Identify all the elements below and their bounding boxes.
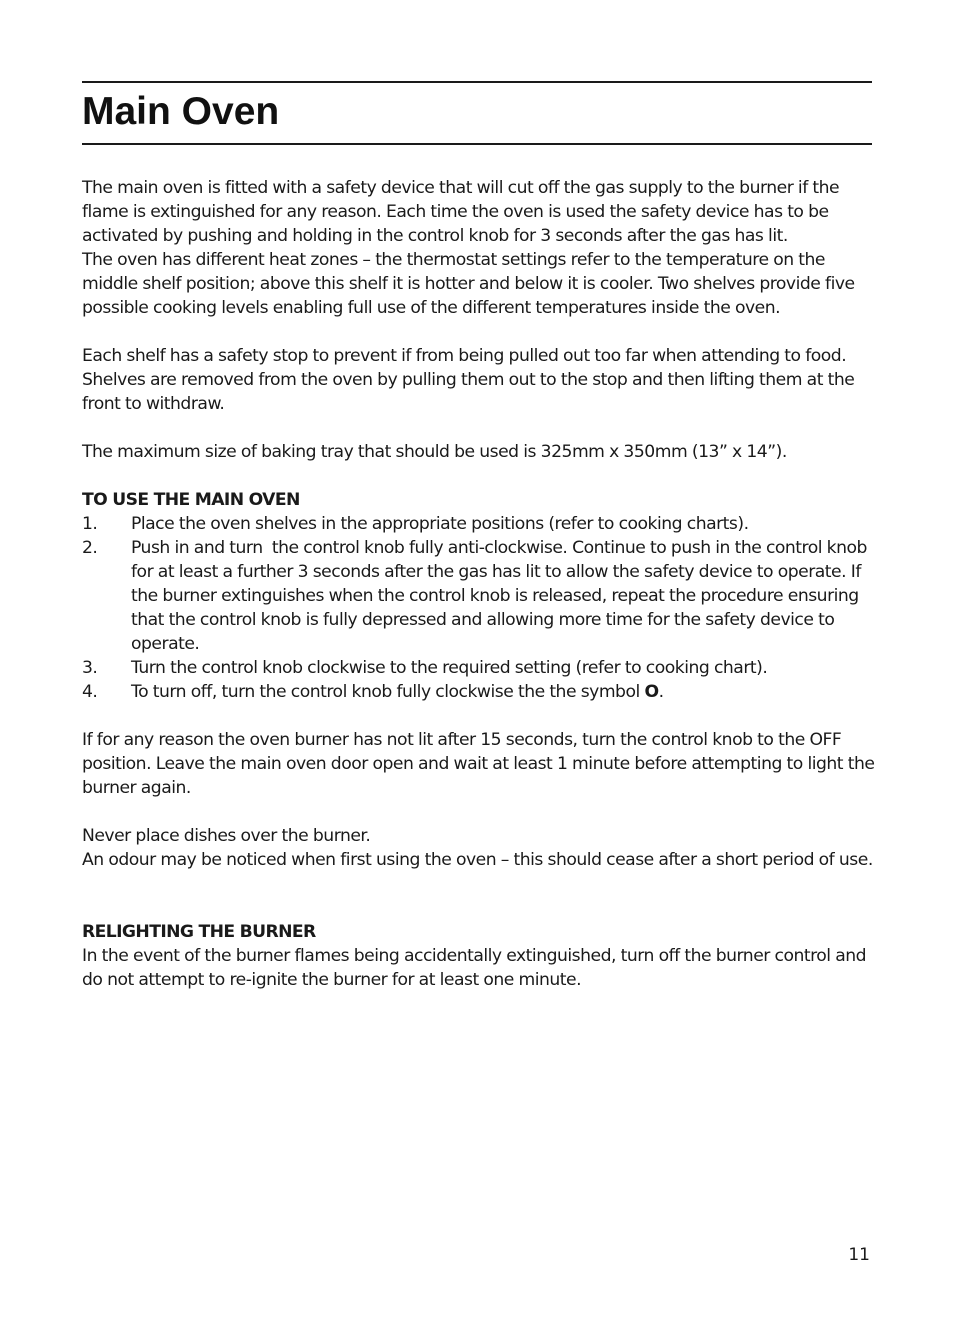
use-steps-list xyxy=(82,512,882,704)
relight-paragraph: In the event of the burner flames being accidentally extinguished, turn off the burner control and do not attempt to re-ignite the burner for at least one minute. xyxy=(82,946,867,990)
step-text: Place the oven shelves in the appropriate positions (refer to cooking charts). xyxy=(131,514,749,534)
list-item xyxy=(82,512,882,536)
step-number: 3. xyxy=(82,658,98,678)
list-item xyxy=(82,536,882,656)
list-item xyxy=(82,656,882,680)
step-text: Turn the control knob clockwise to the required setting (refer to cooking chart). xyxy=(131,658,768,678)
step-text: Push in and turn the control knob fully anti-clockwise. Continue to push in the control knob for at least a further 3 seconds after the gas has lit to allow the safety device to operate. If the burner extinguishes when the control knob is released, repeat the procedure ensuring that the control knob is fully depressed and allowing more time for the safety device to operate. xyxy=(131,538,872,654)
title-top-rule xyxy=(82,81,872,83)
step-number: 1. xyxy=(82,514,98,534)
title-bottom-rule xyxy=(82,143,872,145)
intro-paragraph-safety-device: The main oven is fitted with a safety device that will cut off the gas supply to the burner if the flame is extinguished for any reason. Each time the oven is used the safety device has to be activated by pushing and holding in the control knob for 3 seconds after the gas has lit. xyxy=(82,178,840,246)
intro-paragraph-heat-zones: The oven has different heat zones – the thermostat settings refer to the temperature on the middle shelf position; above this shelf it is hotter and below it is cooler. Two shelves provide five possible cooking levels enabling full use of the different temperatures inside the oven. xyxy=(82,250,855,318)
relight-section-heading: RELIGHTING THE BURNER xyxy=(82,922,316,942)
step-text: To turn off, turn the control knob fully clockwise the the symbol xyxy=(131,682,645,702)
intro-paragraph-safety-stop: Each shelf has a safety stop to prevent if from being pulled out too far when attending to food. Shelves are removed from the oven by pulling them out to the stop and then lifting them at the front to withdraw. xyxy=(82,346,855,414)
odour-paragraph: An odour may be noticed when first using the oven – this should cease after a short period of use. xyxy=(82,850,873,870)
list-item xyxy=(82,680,882,704)
use-section-heading: TO USE THE MAIN OVEN xyxy=(82,490,300,510)
page-content xyxy=(82,176,882,992)
not-lit-paragraph: If for any reason the oven burner has not lit after 15 seconds, turn the control knob to the OFF position. Leave the main oven door open and wait at least 1 minute before attempting to light the burner again. xyxy=(82,730,875,798)
step-number: 2. xyxy=(82,538,98,558)
step-number: 4. xyxy=(82,682,98,702)
page-number: 11 xyxy=(848,1245,870,1265)
off-symbol: O xyxy=(644,682,659,702)
step-text-off xyxy=(131,680,882,704)
page-title: Main Oven xyxy=(82,90,280,133)
never-place-dishes-paragraph: Never place dishes over the burner. xyxy=(82,826,371,846)
intro-paragraph-tray-size: The maximum size of baking tray that should be used is 325mm x 350mm (13” x 14”). xyxy=(82,442,787,462)
step-text-end: . xyxy=(658,682,664,702)
